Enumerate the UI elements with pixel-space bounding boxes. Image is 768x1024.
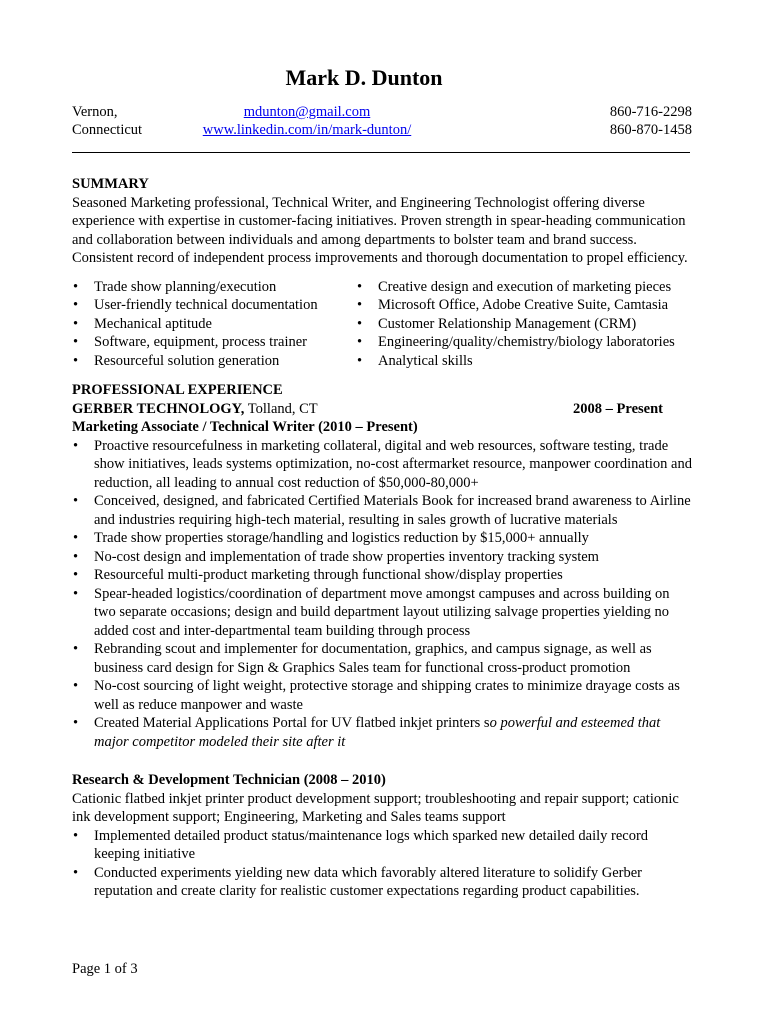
skills-column-left [72, 278, 356, 371]
role-bullets [72, 437, 694, 752]
experience-heading: PROFESSIONAL EXPERIENCE [72, 382, 283, 398]
company-name: GERBER TECHNOLOGY, [72, 400, 245, 417]
phone-secondary: 860-870-1458 [609, 122, 692, 138]
list-item: • Trade show properties storage/handling and logistics reduction by $15,000+ annually [72, 529, 694, 548]
skill-item: • Mechanical aptitude [72, 315, 356, 334]
page-number: Page 1 of 3 [72, 961, 138, 977]
bullet-text: Created Material Applications Portal for UV flatbed inkjet printers s [94, 715, 490, 731]
company-location: Tolland, CT [244, 400, 318, 417]
list-item: • Spear-headed logistics/coordination of department move amongst campuses and across building on two separate occasions; design and build department layout utilizing salvage properties yielding no added cost and inter-departmental team building through process [72, 585, 694, 641]
role-summary: Cationic flatbed inkjet printer product development support; troubleshooting and repair support; cationic ink development support; Engineering, Marketing and Sales teams support [72, 790, 679, 825]
company-info [72, 400, 318, 419]
list-item: • No-cost sourcing of light weight, protective storage and shipping crates to minimize drayage costs as well as reduce manpower and waste [72, 677, 694, 714]
skill-item: • Engineering/quality/chemistry/biology laboratories [356, 333, 675, 352]
role-title: Research & Development Technician (2008 – 2010) [72, 772, 386, 788]
skills-list [72, 278, 694, 371]
online-contacts [72, 103, 542, 139]
list-item: • Proactive resourcefulness in marketing collateral, digital and web resources, software testing, trade show initiatives, leads systems optimization, no-cost aftermarket resource, manpower coordination and reduction, all leading to annual cost reduction of $50,000-80,000+ [72, 437, 694, 493]
list-item: • No-cost design and implementation of trade show properties inventory tracking system [72, 548, 694, 567]
phone-numbers [610, 103, 692, 139]
role-bullets [72, 827, 694, 901]
phone-primary: 860-716-2298 [609, 104, 692, 120]
skill-item: • Trade show planning/execution [72, 278, 356, 297]
skill-item: • Software, equipment, process trainer [72, 333, 356, 352]
skill-item: • Analytical skills [356, 352, 675, 371]
email-link[interactable]: mdunton@gmail.com [243, 104, 371, 120]
header-divider [72, 152, 690, 153]
list-item: • Rebranding scout and implementer for documentation, graphics, and campus signage, as well as business card design for Sign & Graphics Sales team for functional cross-product promotion [72, 640, 694, 677]
company-line [72, 400, 663, 419]
skill-item: • User-friendly technical documentation [72, 296, 356, 315]
contact-block [72, 103, 692, 143]
summary-text: Seasoned Marketing professional, Technical Writer, and Engineering Technologist offering diverse experience with expertise in customer-facing initiatives. Proven strength in spear-heading communication and collaboration between individuals and among departments to bolster team and brand success. Consistent record of independent process improvements and thorough documentation to propel efficiency. [72, 194, 688, 266]
role-title: Marketing Associate / Technical Writer (2010 – Present) [72, 419, 418, 435]
resume-body [72, 175, 694, 901]
list-item: • Implemented detailed product status/maintenance logs which sparked new detailed daily record keeping initiative [72, 827, 694, 864]
linkedin-link[interactable]: www.linkedin.com/in/mark-dunton/ [202, 122, 412, 138]
bullet-emphasis: o powerful and esteemed that major competitor modeled their site after it [94, 715, 661, 750]
list-item: • Resourceful multi-product marketing through functional show/display properties [72, 566, 694, 585]
skill-item: • Microsoft Office, Adobe Creative Suite, Camtasia [356, 296, 675, 315]
skill-item: • Resourceful solution generation [72, 352, 356, 371]
location-city: Vernon, [72, 104, 118, 120]
summary-heading: SUMMARY [72, 176, 149, 192]
list-item: • Conducted experiments yielding new data which favorably altered literature to solidify Gerber reputation and create clarity for realistic customer expectations regarding product capabilities. [72, 864, 694, 901]
company-dates: 2008 – Present [573, 400, 663, 417]
location-state: Connecticut [72, 122, 143, 138]
skills-column-right [356, 278, 675, 371]
list-item: • Conceived, designed, and fabricated Certified Materials Book for increased brand awareness to Airline and industries requiring high-tech material, resulting in sales growth of lucrative materials [72, 492, 694, 529]
candidate-name: Mark D. Dunton [285, 65, 443, 90]
skill-item: • Customer Relationship Management (CRM) [356, 315, 675, 334]
skill-item: • Creative design and execution of marketing pieces [356, 278, 675, 297]
list-item [72, 714, 694, 751]
